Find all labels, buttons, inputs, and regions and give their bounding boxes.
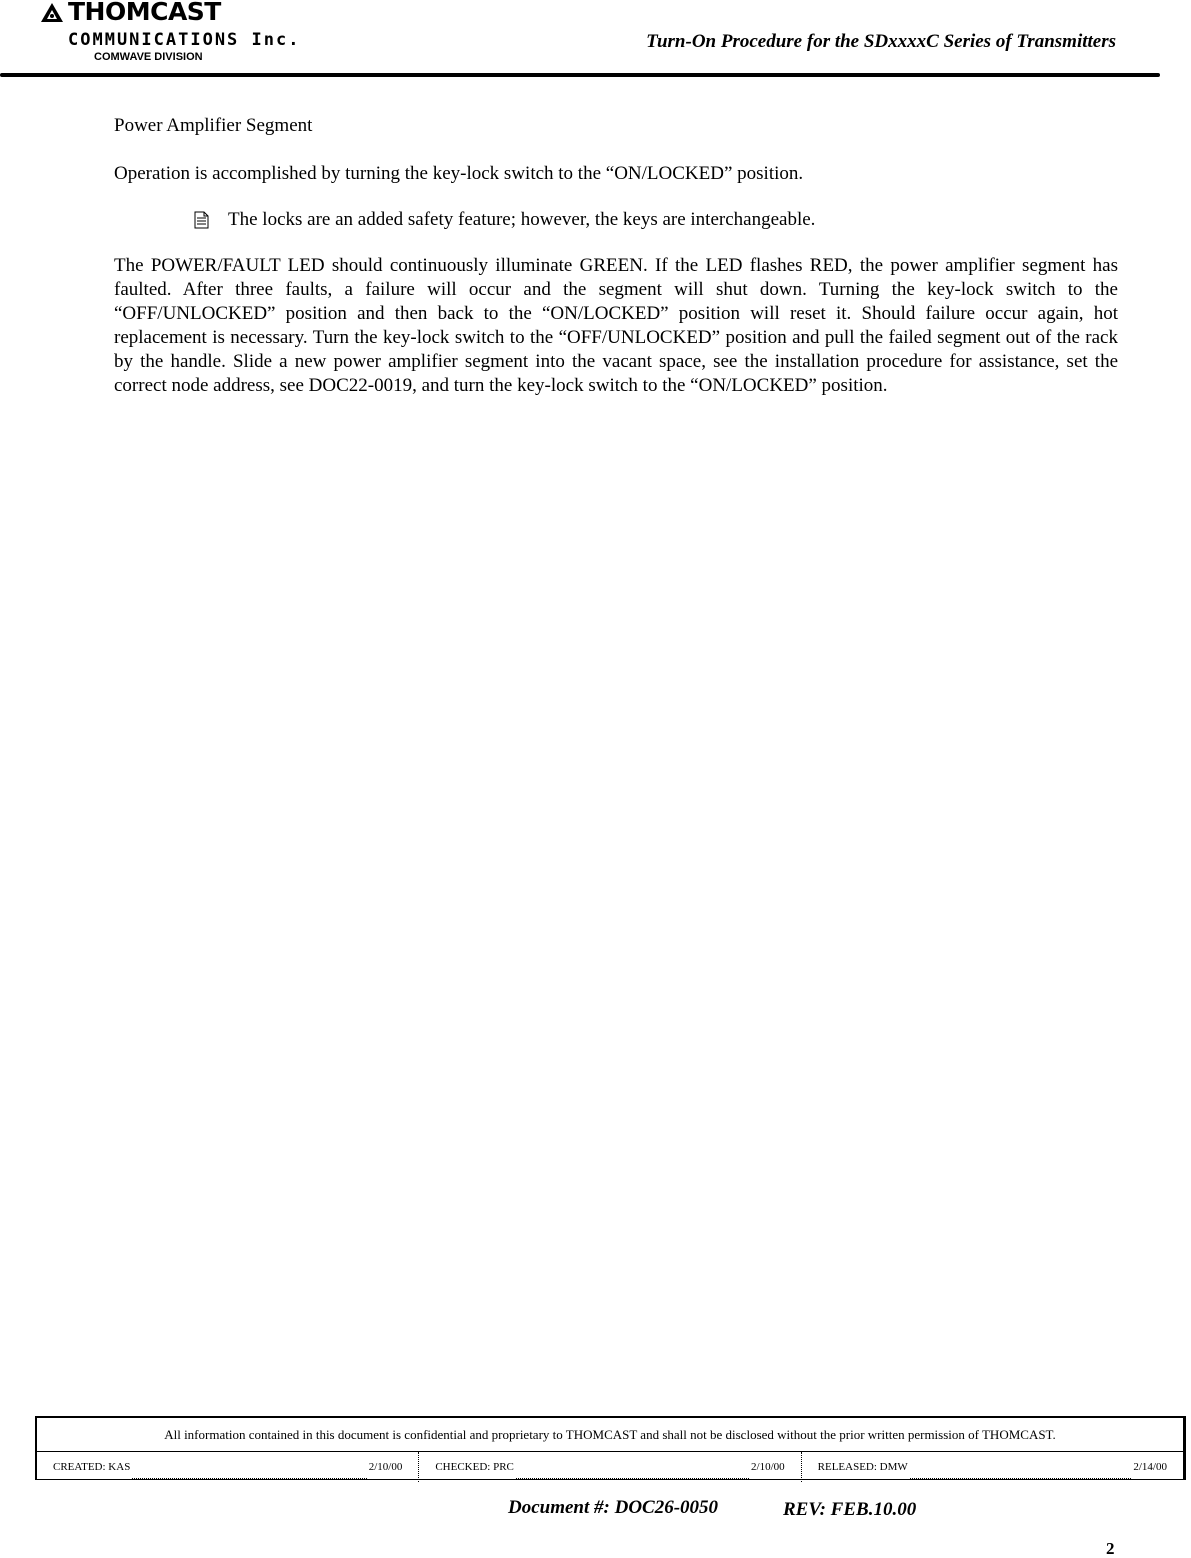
checked-date: 2/10/00: [751, 1461, 785, 1473]
document-number: Document #: DOC26-0050: [508, 1497, 719, 1518]
created-date: 2/10/00: [368, 1461, 403, 1473]
note-text: The locks are an added safety feature; however, the keys are interchangeable.: [228, 209, 816, 230]
operation-paragraph: Operation is accomplished by turning the key-lock switch to the “ON/LOCKED” position.: [114, 163, 804, 184]
logo-division: COMWAVE DIVISION: [94, 51, 203, 63]
created-cell: [37, 1452, 419, 1482]
section-heading: Power Amplifier Segment: [114, 115, 313, 136]
header-rule: [0, 73, 1160, 77]
dot-leader: [910, 1478, 1132, 1479]
dot-leader: [516, 1478, 749, 1479]
confidentiality-notice: All information contained in this document is confidential and proprietary to THOMCAST and shall not be disclosed without the prior written permission of THOMCAST.: [37, 1418, 1183, 1452]
document-revision: REV: FEB.10.00: [783, 1499, 917, 1520]
company-logo: [40, 0, 330, 66]
document-title: Turn-On Procedure for the SDxxxxC Series of Transmitters: [646, 31, 1116, 52]
led-status-paragraph: The POWER/FAULT LED should continuously illuminate GREEN. If the LED flashes RED, the power amplifier segment has faulted. After three faults, a failure will occur and the segment will shut down. Turning the key-lock switch to the “OFF/UNLOCKED” position and then back to the “ON/LOCKED” position will reset it. Should failure occur again, hot replacement is necessary. Turn the key-lock switch to the “OFF/UNLOCKED” position and pull the failed segment out of the rack by the handle. Slide a new power amplifier segment into the vacant space, see the installation procedure for assistance, set the correct node address, see DOC22-0019, and turn the key-lock switch to the “ON/LOCKED” position.: [114, 255, 1118, 396]
released-label: RELEASED: DMW: [817, 1461, 908, 1473]
released-cell: [802, 1452, 1183, 1482]
signoff-row: [37, 1452, 1183, 1482]
created-label: CREATED: KAS: [53, 1461, 131, 1473]
dot-leader: [132, 1478, 366, 1479]
checked-cell: [419, 1452, 801, 1482]
document-body: [114, 114, 1118, 398]
checked-label: CHECKED: PRC: [435, 1461, 514, 1473]
note-callout: [114, 208, 1118, 232]
footer-box: [35, 1416, 1186, 1480]
logo-company: COMMUNICATIONS Inc.: [68, 30, 301, 50]
page-number: 2: [1106, 1539, 1115, 1558]
note-icon: [194, 211, 209, 229]
logo-brand: THOMCAST: [68, 0, 221, 26]
thomcast-logo-icon: [40, 2, 64, 24]
released-date: 2/14/00: [1133, 1461, 1167, 1473]
